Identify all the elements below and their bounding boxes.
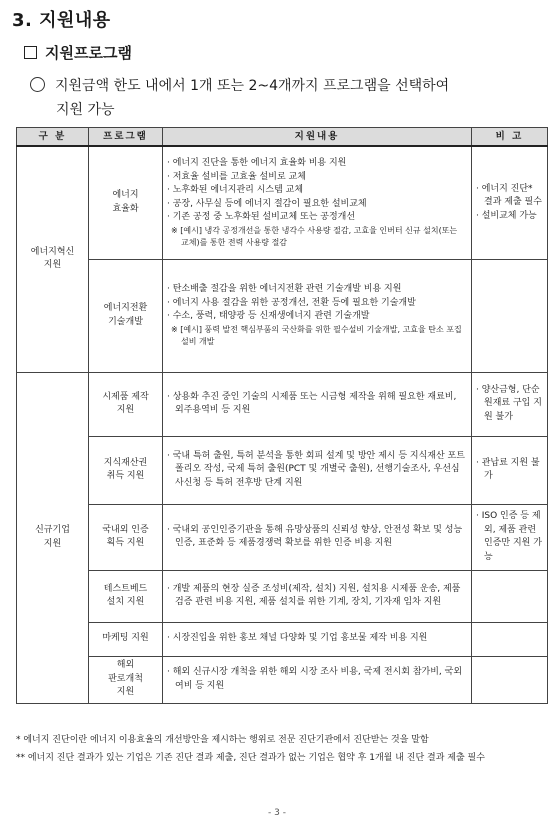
support-amount-line1: 지원금액 한도 내에서 1개 또는 2~4개까지 프로그램을 선택하여 xyxy=(55,78,450,94)
table-row xyxy=(17,656,548,703)
header-remarks: 비 고 xyxy=(472,128,548,147)
table-row xyxy=(17,504,548,570)
program-cell xyxy=(89,570,163,622)
remarks-cell xyxy=(472,146,548,259)
header-program: 프로그램 xyxy=(89,128,163,147)
remark-item: · 에너지 진단* 결과 제출 필수 xyxy=(476,183,542,207)
category-energy-innovation xyxy=(17,146,89,372)
program-cell xyxy=(89,146,163,259)
program-table xyxy=(16,127,548,704)
content-item: · 탄소배출 절감을 위한 에너지전환 관련 기술개발 비용 지원 xyxy=(167,284,402,295)
content-item: · 국내외 공인인증기관을 통해 유망상품의 신뢰성 향상, 안전성 확보 및 성능인증, 표준화 등 제품경쟁력 확보를 위한 인증 비용 지원 xyxy=(167,524,463,548)
table-row xyxy=(17,259,548,372)
support-amount-line2: 지원 가능 xyxy=(56,102,115,118)
table-header-row xyxy=(17,128,548,147)
content-cell xyxy=(163,570,472,622)
content-note: ※ [예시] 냉각 공정개선을 통한 냉각수 사용량 절감, 고효율 인버터 신규 설치(또는 교체)를 통한 전력 사용량 절감 xyxy=(171,225,458,247)
content-item: · 시장진입을 위한 홍보 채널 다양화 및 기업 홍보물 제작 비용 지원 xyxy=(167,633,428,644)
remarks-cell-empty xyxy=(472,656,548,703)
program-name: 에너지전환 기술개발 xyxy=(103,303,148,327)
table-row xyxy=(17,622,548,656)
content-cell xyxy=(163,259,472,372)
program-name: 마케팅 지원 xyxy=(102,633,149,644)
content-cell xyxy=(163,146,472,259)
program-cell xyxy=(89,372,163,436)
content-item: · 에너지 진단을 통한 에너지 효율화 비용 지원 xyxy=(167,158,347,168)
footnote-diagnosis-submission: ** 에너지 진단 결과가 있는 기업은 기존 진단 결과 제출, 진단 결과가 없는 기업은 협약 후 1개월 내 진단 결과 제출 필수 xyxy=(16,753,485,763)
remarks-cell-empty xyxy=(472,259,548,372)
content-item: · 개발 제품의 현장 실증 조성비(제작, 설치) 지원, 설치용 시제품 운송, 제품 검증 관련 비용 지원, 제품 설치를 위한 기계, 장치, 기자재 임차 지원 xyxy=(167,583,461,607)
content-cell xyxy=(163,656,472,703)
program-cell xyxy=(89,504,163,570)
remarks-cell xyxy=(472,436,548,504)
category-label: 에너지혁신 지원 xyxy=(30,246,75,271)
program-name: 시제품 제작 지원 xyxy=(102,391,149,415)
table-row xyxy=(17,570,548,622)
page-number: - 3 - xyxy=(268,808,286,818)
content-item: · 노후화된 에너지관리 시스템 교체 xyxy=(167,185,304,195)
content-cell xyxy=(163,622,472,656)
remarks-cell xyxy=(472,504,548,570)
content-note: ※ [예시] 풍력 발전 핵심부품의 국산화를 위한 필수설비 기술개발, 고효율 탄소 포집 설비 개발 xyxy=(171,324,462,346)
remarks-cell-empty xyxy=(472,570,548,622)
header-category: 구 분 xyxy=(17,128,89,147)
content-item: · 해외 신규시장 개척을 위한 해외 시장 조사 비용, 국제 전시회 참가비, 국외여비 등 지원 xyxy=(167,667,463,691)
subsection-heading xyxy=(24,42,132,63)
table-row xyxy=(17,436,548,504)
content-cell xyxy=(163,372,472,436)
content-item: · 상용화 추진 중인 기술의 시제품 또는 시금형 제작을 위해 필요한 재료비, 외주용역비 등 지원 xyxy=(167,391,457,415)
program-name: 해외 판로개척 지원 xyxy=(108,660,143,698)
remark-item: · 양산금형, 단순 원재료 구입 지원 불가 xyxy=(476,384,542,422)
program-name: 에너지 효율화 xyxy=(112,190,139,214)
remark-item: · 관납료 지원 불가 xyxy=(476,457,540,481)
support-amount-note xyxy=(30,74,545,122)
content-item: · 국내 특허 출원, 특허 분석을 통한 회피 설계 및 방안 제시 등 지식재산 포트폴리오 작성, 국제 특허 출원(PCT 및 개별국 출원), 선행기술조사, 우선심사신청 등 특허 전후방 단계 지원 xyxy=(167,450,465,488)
remarks-cell-empty xyxy=(472,622,548,656)
content-cell xyxy=(163,436,472,504)
program-cell xyxy=(89,436,163,504)
content-item: · 에너지 사용 절감을 위한 공정개선, 전환 등에 필요한 기술개발 xyxy=(167,297,416,308)
category-new-company xyxy=(17,372,89,703)
program-name: 국내외 인증 획득 지원 xyxy=(102,524,149,548)
program-cell xyxy=(89,259,163,372)
program-name: 테스트베드 설치 지원 xyxy=(103,583,148,607)
remark-item: · ISO 인증 등 제외, 제품 관련 인증만 지원 가능 xyxy=(476,511,542,562)
section-heading: 3. 지원내용 xyxy=(12,10,111,31)
footnote-energy-diagnosis: * 에너지 진단이란 에너지 이용효율의 개선방안을 제시하는 행위로 전문 진단기관에서 진단받는 것을 말함 xyxy=(16,735,429,745)
remark-item: · 설비교체 가능 xyxy=(476,210,537,221)
circle-bullet-icon xyxy=(30,77,45,92)
content-item: · 기존 공정 중 노후화된 설비교체 또는 공정개선 xyxy=(167,212,356,222)
content-item: · 저효율 설비를 고효율 설비로 교체 xyxy=(167,171,306,182)
subsection-heading-text: 지원프로그램 xyxy=(45,44,132,62)
remarks-cell xyxy=(472,372,548,436)
square-bullet-icon xyxy=(24,46,37,59)
table-row xyxy=(17,372,548,436)
program-name: 지식재산권 취득 지원 xyxy=(103,457,148,481)
category-label: 신규기업 지원 xyxy=(35,525,70,549)
table-row xyxy=(17,146,548,259)
content-cell xyxy=(163,504,472,570)
content-item: · 공장, 사무실 등에 에너지 절감이 필요한 설비교체 xyxy=(167,198,367,209)
program-cell xyxy=(89,622,163,656)
content-item: · 수소, 풍력, 태양광 등 신재생에너지 관련 기술개발 xyxy=(167,311,370,322)
program-cell xyxy=(89,656,163,703)
header-content: 지원내용 xyxy=(163,128,472,147)
